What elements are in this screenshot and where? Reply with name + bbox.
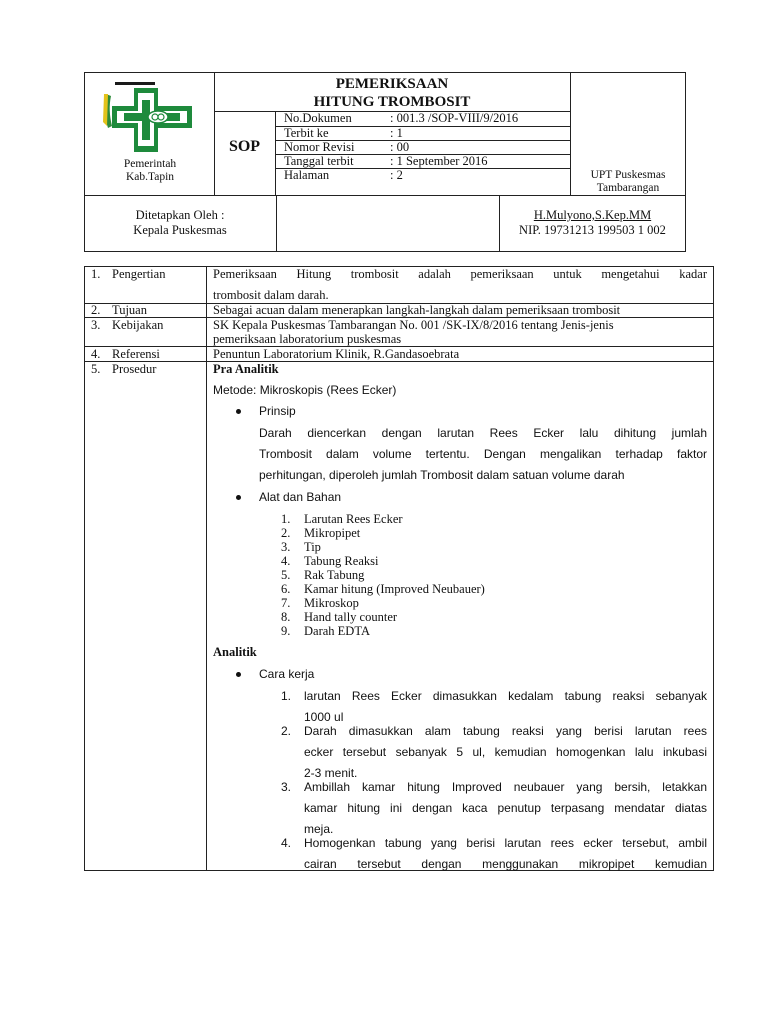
- meta-value: : 00: [390, 140, 410, 154]
- row-text: Pemeriksaan Hitung trombosit adalah pemeriksaan untuk mengetahui kadar: [213, 267, 707, 281]
- meta-label: Nomor Revisi: [284, 140, 355, 154]
- row-number: 1.: [91, 267, 101, 281]
- analitik-heading: Analitik: [213, 645, 257, 659]
- step-line: 1000 ul: [304, 710, 344, 724]
- step-line: ecker tersebut sebanyak 5 ul, kemudian homogenkan lalu inkubasi: [304, 745, 707, 759]
- meta-label: No.Dokumen: [284, 111, 352, 125]
- list-number: 4.: [281, 554, 291, 568]
- row-label: Prosedur: [112, 362, 157, 376]
- step-line: Homogenkan tabung yang berisi larutan rees ecker tersebut, ambil: [304, 836, 707, 850]
- title-line-2: HITUNG TROMBOSIT: [313, 94, 471, 110]
- step-line: cairan tersebut dengan menggunakan mikropipet kemudian: [304, 857, 707, 871]
- row-label: Tujuan: [112, 303, 147, 317]
- bullet-icon: [236, 409, 241, 414]
- bullet-icon: [236, 495, 241, 500]
- ditetapkan-line-1: Ditetapkan Oleh :: [135, 208, 225, 222]
- list-number: 9.: [281, 624, 291, 638]
- row-text: Penuntun Laboratorium Klinik, R.Gandasoebrata: [213, 347, 460, 361]
- list-number: 1.: [281, 512, 291, 526]
- cara-kerja-label: Cara kerja: [259, 667, 315, 681]
- meta-value: : 001.3 /SOP-VIII/9/2016: [390, 111, 519, 125]
- puskesmas-logo: [102, 82, 198, 158]
- row-text: Sebagai acuan dalam menerapkan langkah-langkah dalam pemeriksaan trombosit: [213, 303, 621, 317]
- signer-nip: NIP. 19731213 199503 1 002: [519, 223, 666, 237]
- meta-value: : 2: [390, 168, 403, 182]
- list-item: Hand tally counter: [304, 610, 398, 624]
- bullet-icon: [236, 672, 241, 677]
- list-item: Tip: [304, 540, 321, 554]
- row-number: 5.: [91, 362, 101, 376]
- meta-label: Terbit ke: [284, 126, 329, 140]
- list-number: 5.: [281, 568, 291, 582]
- row-label: Kebijakan: [112, 318, 164, 332]
- org-line-2: Tambarangan: [596, 182, 660, 194]
- meta-label: Halaman: [284, 168, 330, 182]
- step-number: 1.: [281, 689, 292, 703]
- ditetapkan-line-2: Kepala Puskesmas: [133, 223, 227, 237]
- list-item: Larutan Rees Ecker: [304, 512, 403, 526]
- signer-name: H.Mulyono,S.Kep.MM: [533, 208, 652, 222]
- row-number: 2.: [91, 303, 101, 317]
- alat-label: Alat dan Bahan: [259, 490, 342, 504]
- step-line: larutan Rees Ecker dimasukkan kedalam tabung reaksi sebanyak: [304, 689, 707, 703]
- health-cross-icon: [102, 82, 198, 158]
- row-number: 4.: [91, 347, 101, 361]
- meta-value: : 1 September 2016: [390, 154, 488, 168]
- row-label: Referensi: [112, 347, 160, 361]
- list-number: 3.: [281, 540, 291, 554]
- step-number: 4.: [281, 836, 292, 850]
- step-line: meja.: [304, 822, 334, 836]
- list-number: 6.: [281, 582, 291, 596]
- step-line: kamar hitung ini dengan kaca penutup terpasang mendatar diatas: [304, 801, 707, 815]
- row-text: pemeriksaan laboratorium puskesmas: [213, 332, 402, 346]
- pra-analitik-heading: Pra Analitik: [213, 362, 279, 376]
- list-item: Mikropipet: [304, 526, 361, 540]
- step-number: 2.: [281, 724, 292, 738]
- sop-label: SOP: [228, 138, 261, 155]
- step-line: Darah dimasukkan alam tabung reaksi yang berisi larutan rees: [304, 724, 707, 738]
- title-line-1: PEMERIKSAAN: [335, 76, 449, 92]
- prinsip-line: Darah diencerkan dengan larutan Rees Ecker lalu dihitung jumlah: [259, 426, 707, 440]
- list-number: 2.: [281, 526, 291, 540]
- row-text: trombosit dalam darah.: [213, 288, 329, 302]
- list-item: Rak Tabung: [304, 568, 365, 582]
- list-number: 8.: [281, 610, 291, 624]
- row-label: Pengertian: [112, 267, 166, 281]
- logo-caption-1: Pemerintah: [123, 158, 177, 170]
- list-item: Darah EDTA: [304, 624, 370, 638]
- meta-value: : 1: [390, 126, 403, 140]
- org-line-1: UPT Puskesmas: [590, 169, 666, 181]
- list-number: 7.: [281, 596, 291, 610]
- metode-text: Metode: Mikroskopis (Rees Ecker): [213, 383, 397, 397]
- list-item: Tabung Reaksi: [304, 554, 379, 568]
- step-line: 2-3 menit.: [304, 766, 358, 780]
- prinsip-label: Prinsip: [259, 404, 296, 418]
- prinsip-line: Trombosit dalam volume tertentu. Dengan mengalikan terhadap faktor: [259, 447, 707, 461]
- list-item: Kamar hitung (Improved Neubauer): [304, 582, 485, 596]
- row-text: SK Kepala Puskesmas Tambarangan No. 001 /SK-IX/8/2016 tentang Jenis-jenis: [213, 318, 614, 332]
- list-item: Mikroskop: [304, 596, 359, 610]
- meta-label: Tanggal terbit: [284, 154, 354, 168]
- row-number: 3.: [91, 318, 101, 332]
- step-line: Ambillah kamar hitung Improved neubauer yang bersih, letakkan: [304, 780, 707, 794]
- logo-caption-2: Kab.Tapin: [125, 171, 175, 183]
- step-number: 3.: [281, 780, 292, 794]
- prinsip-line: perhitungan, diperoleh jumlah Trombosit dalam satuan volume darah: [259, 468, 625, 482]
